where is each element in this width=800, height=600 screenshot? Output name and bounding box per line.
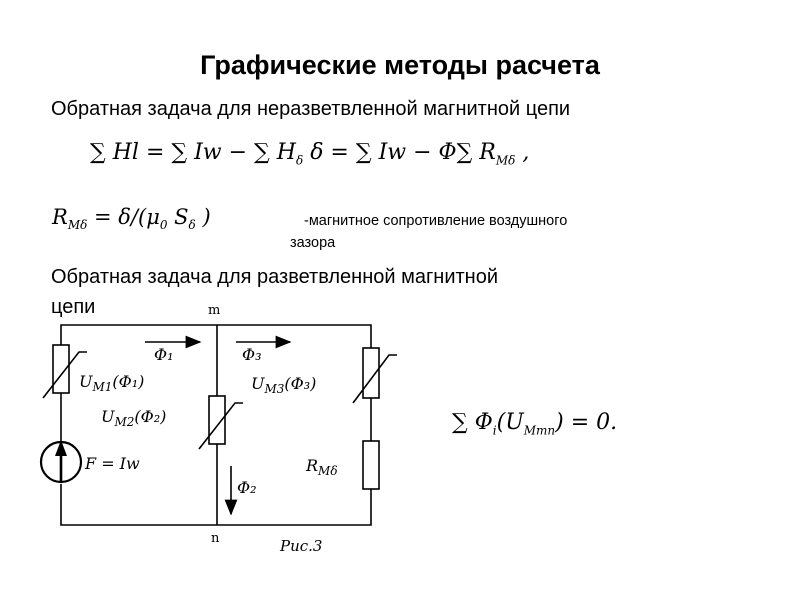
- formula-phi: Φ: [438, 140, 457, 165]
- formula-delta: δ: [310, 140, 324, 165]
- formula3-u-sub: Mmn: [523, 423, 556, 438]
- formula2-r: R: [52, 205, 68, 229]
- formula-branched: ∑ $\Phi_i(U_{Mmn}) = 0$.: [452, 410, 618, 438]
- label-um3: [251, 374, 316, 396]
- formula3-phi-sub: i: [492, 423, 497, 438]
- wire-right: [217, 325, 371, 348]
- sum-sign: ∑: [171, 140, 188, 165]
- um3-sub: M3: [264, 382, 285, 397]
- formula2-s: S: [167, 205, 189, 229]
- um1-sub: M1: [92, 380, 113, 395]
- linear-resistor: [363, 441, 379, 489]
- sum-sign: ∑: [355, 140, 372, 165]
- nonlinear-resistor-3: [363, 348, 379, 398]
- note-line-2: зазора: [290, 235, 336, 251]
- node-n: n: [211, 531, 220, 546]
- formula-minus: −: [221, 140, 255, 165]
- formula3-tail: = 0.: [563, 410, 618, 435]
- formula-equals: =: [323, 140, 356, 165]
- label-phi3: Φ₃: [242, 345, 262, 364]
- formula2-close: ): [195, 205, 211, 229]
- um2-arg: (Φ₂): [134, 407, 167, 426]
- formula-iw: Iw: [194, 140, 222, 165]
- label-phi1: Φ₁: [154, 345, 174, 364]
- formula-h-sub: δ: [295, 153, 304, 168]
- formula2-mu: μ: [146, 205, 160, 229]
- formula-h: H: [276, 140, 296, 165]
- rm-r: R: [306, 456, 319, 475]
- um3-arg: (Φ₃): [284, 374, 317, 393]
- formula3-u: U: [505, 410, 524, 435]
- rm-sub: Mδ: [318, 464, 338, 479]
- sum-sign: ∑: [456, 140, 473, 165]
- subtitle-branched-line-2: цепи: [51, 296, 96, 318]
- note-line-1: -магнитное сопротивление воздушного: [304, 213, 568, 229]
- formula-minus: −: [406, 140, 439, 165]
- page-title: Графические методы расчета: [200, 50, 600, 80]
- subtitle-branched-line-1: Обратная задача для разветвленной магнитной: [51, 266, 499, 288]
- formula2-mu-sub: 0: [159, 218, 168, 233]
- label-phi2: Φ₂: [237, 478, 257, 497]
- wire-left-bottom: [61, 484, 217, 525]
- formula-r-sub: Mδ: [495, 153, 516, 168]
- formula2-r-sub: Mδ: [67, 218, 88, 233]
- formula2-rhs: = δ/(: [87, 205, 147, 229]
- formula-equals: =: [138, 140, 172, 165]
- um2-sub: M2: [114, 415, 135, 430]
- formula3-phi: Φ: [474, 410, 493, 435]
- sum-sign: ∑: [452, 410, 468, 435]
- label-rm: [306, 456, 338, 478]
- um3-u: U: [251, 374, 265, 393]
- formula-hl: Hl: [112, 140, 139, 165]
- sum-sign: ∑: [90, 140, 106, 165]
- label-um1: [79, 372, 144, 394]
- formula-comma: ,: [515, 140, 530, 165]
- label-source: F = Iw: [85, 454, 140, 473]
- label-um2: [101, 407, 166, 429]
- um2-u: U: [101, 407, 115, 426]
- formula-iw: Iw: [378, 140, 407, 165]
- sum-sign: ∑: [254, 140, 270, 165]
- um1-u: U: [79, 372, 93, 391]
- um1-arg: (Φ₁): [112, 372, 145, 391]
- node-m: m: [208, 303, 221, 318]
- formula2-s-sub: δ: [188, 218, 196, 233]
- formula-r: R: [479, 140, 496, 165]
- figure-caption: Рис.3: [280, 537, 323, 555]
- subtitle-unbranched: Обратная задача для неразветвленной магнитной цепи: [51, 98, 571, 120]
